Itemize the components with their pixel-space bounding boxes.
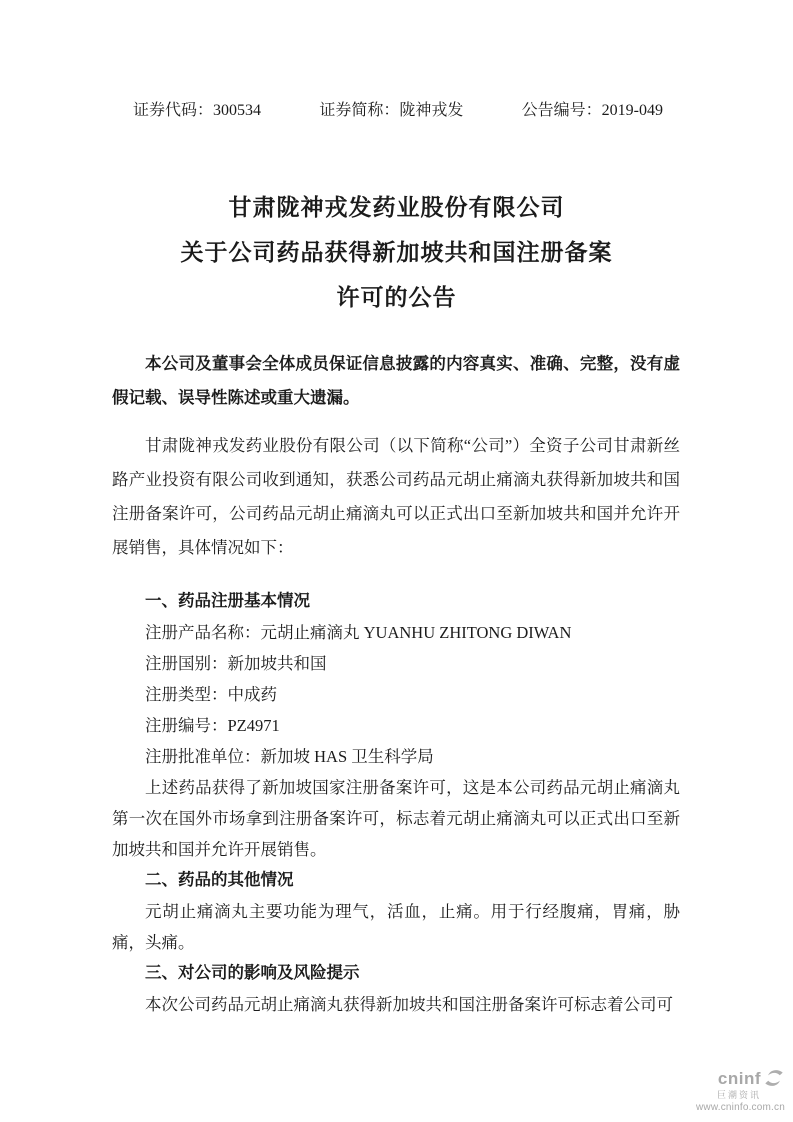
section-2-paragraph: 元胡止痛滴丸主要功能为理气，活血，止痛。用于行经腹痛，胃痛，胁痛，头痛。 [112, 902, 680, 952]
registration-country: 注册国别：新加坡共和国 [145, 654, 327, 673]
cninfo-url: www.cninfo.com.cn [696, 1102, 785, 1113]
registration-product-name: 注册产品名称：元胡止痛滴丸 YUANHU ZHITONG DIWAN [145, 623, 572, 642]
section-1-paragraph: 上述药品获得了新加坡国家注册备案许可，这是本公司药品元胡止痛滴丸第一次在国外市场拿到注册备案许可，标志着元胡止痛滴丸可以正式出口至新加坡共和国并允许开展销售。 [112, 778, 680, 859]
intro-paragraph: 甘肃陇神戎发药业股份有限公司（以下简称“公司”）全资子公司甘肃新丝路产业投资有限公司收到通知，获悉公司药品元胡止痛滴丸获得新加坡共和国注册备案许可，公司药品元胡止痛滴丸可以正式出口至新加坡共和国并允许开展销售，具体情况如下： [112, 436, 680, 557]
announcement-number: 公告编号：2019-049 [521, 102, 663, 119]
security-abbreviation: 证券简称：陇神戎发 [319, 102, 464, 119]
section-2-heading: 二、药品的其他情况 [145, 871, 294, 889]
board-statement: 本公司及董事会全体成员保证信息披露的内容真实、准确、完整，没有虚假记载、误导性陈述或重大遗漏。 [112, 355, 680, 407]
cninfo-watermark [689, 1067, 785, 1113]
document-header [133, 100, 663, 121]
section-1-heading: 一、药品注册基本情况 [145, 592, 310, 610]
title-line-3: 许可的公告 [336, 284, 457, 310]
security-code: 证券代码：300534 [133, 102, 262, 119]
document-body [112, 347, 680, 1020]
section-3-heading: 三、对公司的影响及风险提示 [145, 964, 360, 982]
cninfo-brand-row [689, 1067, 785, 1089]
registration-authority: 注册批准单位：新加坡 HAS 卫生科学局 [145, 747, 434, 766]
title-line-2: 关于公司药品获得新加坡共和国注册备案 [180, 239, 613, 265]
section-3-paragraph: 本次公司药品元胡止痛滴丸获得新加坡共和国注册备案许可标志着公司可 [145, 995, 673, 1014]
registration-number: 注册编号：PZ4971 [145, 716, 280, 735]
cninfo-brand-text: cninf [717, 1068, 761, 1088]
title-line-1: 甘肃陇神戎发药业股份有限公司 [228, 194, 565, 220]
cninfo-swirl-icon [763, 1067, 785, 1089]
cninfo-chinese-name: 巨潮资讯 [716, 1090, 761, 1100]
document-title [0, 185, 793, 320]
registration-type: 注册类型：中成药 [145, 685, 277, 704]
